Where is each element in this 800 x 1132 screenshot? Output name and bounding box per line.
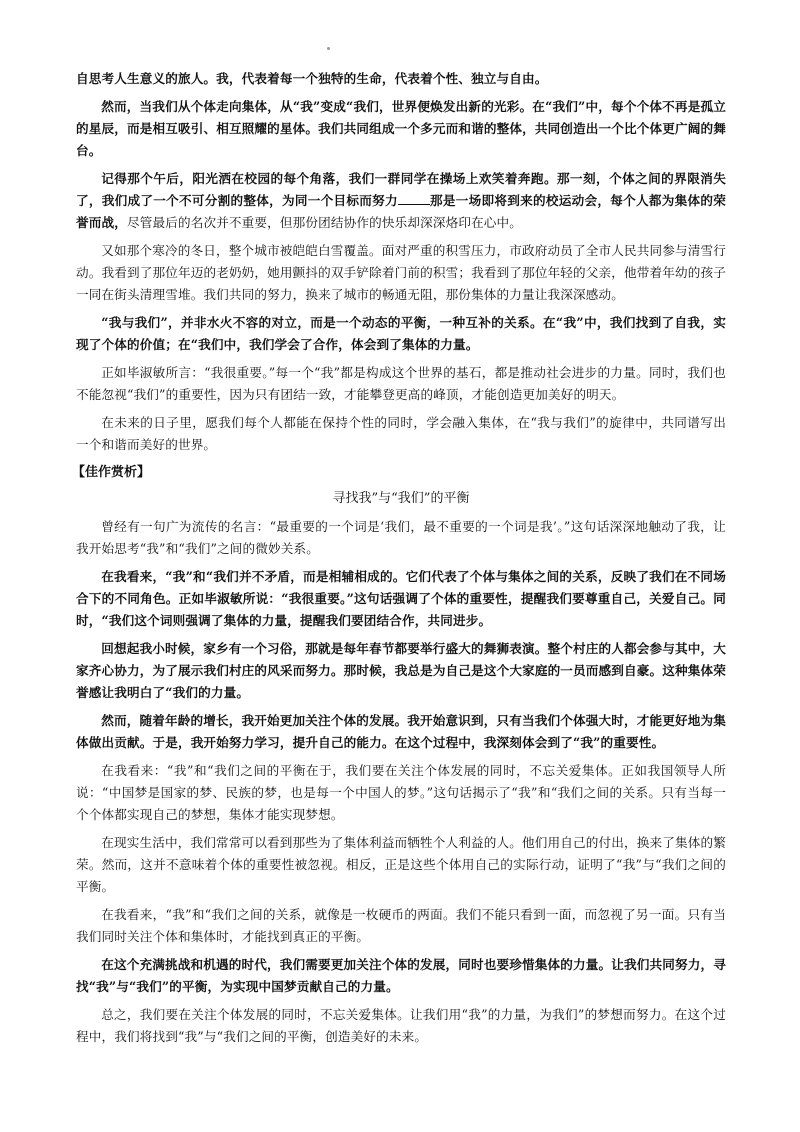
essay-paragraph-7: 在我看来，“我”和“我们之间的关系，就像是一枚硬币的两面。我们不能只看到一面，而忽视了另一面。只有当我们同时关注个体和集体时，才能找到真正的平衡。 (76, 907, 726, 944)
essay-paragraph-1: 曾经有一句广为流传的名言：“最重要的一个词是‘我们，最不重要的一个词是我’。”这句话深深地触动了我，让我开始思考“我”和“我们”之间的微妙关系。 (76, 519, 726, 556)
essay-paragraph-8: 在这个充满挑战和机遇的时代，我们需要更加关注个体的发展，同时也要珍惜集体的力量。让我们共同努力，寻找“我”与“我们”的平衡，为实现中国梦贡献自己的力量。 (76, 957, 726, 994)
paragraph-4: 又如那个寒冷的冬日，整个城市被皑皑白雪覆盖。面对严重的积雪压力，市政府动员了全市人民共同参与清雪行动。我看到了那位年迈的老奶奶，她用颤抖的双手铲除着门前的积雪；我看到了那位年轻的父亲，他带着年幼的孩子一同在街头清理雪堆。我们共同的努力，换来了城市的畅通无阻，那份集体的力量让我深深感动。 (76, 243, 726, 302)
paragraph-2: 然而，当我们从个体走向集体，从“我”变成“我们，世界便焕发出新的光彩。在“我们”中，每个个体不再是孤立的星辰，而是相互吸引、相互照耀的星体。我们共同组成一个多元而和谐的整体，共同创造出一个比个体更广阔的舞台。 (76, 99, 726, 158)
essay-paragraph-3: 回想起我小时候，家乡有一个习俗，那就是每年春节都要举行盛大的舞狮表演。整个村庄的人都会参与其中，大家齐心协力，为了展示我们村庄的风采而努力。那时候，我总是为自己是这个大家庭的一员而感到自豪。这种集体荣誉感让我明白了“我们的力量。 (76, 641, 726, 700)
fill-blank (398, 192, 430, 205)
essay-paragraph-2: 在我看来，“我”和“我们并不矛盾，而是相辅相成的。它们代表了个体与集体之间的关系，反映了我们在不同场合下的不同角色。正如毕淑敏所说：“我很重要。”这句话强调了个体的重要性，提醒我们要尊重自己，关爱自己。同时，“我们这个词则强调了集体的力量，提醒我们要团结合作，共同进步。 (76, 569, 726, 628)
paragraph-3 (76, 168, 726, 234)
paragraph-3-part-c: 尽管最后的名次并不重要，但那份团结协作的快乐却深深烙印在心中。 (126, 215, 523, 230)
essay-title: 寻找我”与“我们”的平衡 (332, 491, 470, 506)
paragraph-6: 正如毕淑敏所言：“我很重要。”每一个“我”都是构成这个世界的基石，都是推动社会进步的力量。同时，我们也不能忽视“我们”的重要性，因为只有团结一致，才能攀登更高的峰顶，才能创造更加美好的明天。 (76, 365, 726, 402)
scan-speck (327, 47, 330, 50)
paragraph-1: 自思考人生意义的旅人。我，代表着每一个独特的生命，代表着个性、独立与自由。 (76, 71, 548, 86)
paragraph-7: 在未来的日子里，愿我们每个人都能在保持个性的同时，学会融入集体，在“我与我们”的旋律中，共同谱写出一个和谐而美好的世界。 (76, 415, 726, 452)
essay-content (72, 68, 726, 1054)
paragraph-3-part-b: 那是一场即将到来的校运动会，每个人都为集体的荣誉而战， (76, 193, 726, 230)
paragraph-3-part-a: 记得那个午后，阳光洒在校园的每个角落，我们一群同学在操场上欢笑着奔跑。那一刻，个体之间的界限消失了，我们成了一个不可分割的整体，为同一个目标而努力 (76, 171, 726, 208)
section-heading: 【佳作赏析】 (72, 465, 151, 480)
essay-paragraph-5: 在我看来：“我”和“我们之间的平衡在于，我们要在关注个体发展的同时，不忘关爱集体。正如我国领导人所说：“中国梦是国家的梦、民族的梦，也是每一个中国人的梦。”这句话揭示了“我”和“我们之间的关系。只有当每一个个体都实现自己的梦想，集体才能实现梦想。 (76, 763, 726, 822)
essay-paragraph-4: 然而，随着年龄的增长，我开始更加关注个体的发展。我开始意识到，只有当我们个体强大时，才能更好地为集体做出贡献。于是，我开始努力学习，提升自己的能力。在这个过程中，我深刻体会到了“我”的重要性。 (76, 713, 726, 750)
essay-paragraph-6: 在现实生活中，我们常常可以看到那些为了集体利益而牺牲个人利益的人。他们用自己的付出，换来了集体的繁荣。然而，这并不意味着个体的重要性被忽视。相反，正是这些个体用自己的实际行动，证明了“我”与“我们之间的平衡。 (76, 835, 726, 894)
paragraph-5: “我与我们”，并非水火不容的对立，而是一个动态的平衡，一种互补的关系。在“我”中，我们找到了自我，实现了个体的价值；在“我们中，我们学会了合作，体会到了集体的力量。 (76, 315, 726, 352)
essay-paragraph-9: 总之，我们要在关注个体发展的同时，不忘关爱集体。让我们用“我”的力量，为我们”的梦想而努力。在这个过程中，我们将找到“我”与“我们之间的平衡，创造美好的未来。 (76, 1007, 726, 1044)
